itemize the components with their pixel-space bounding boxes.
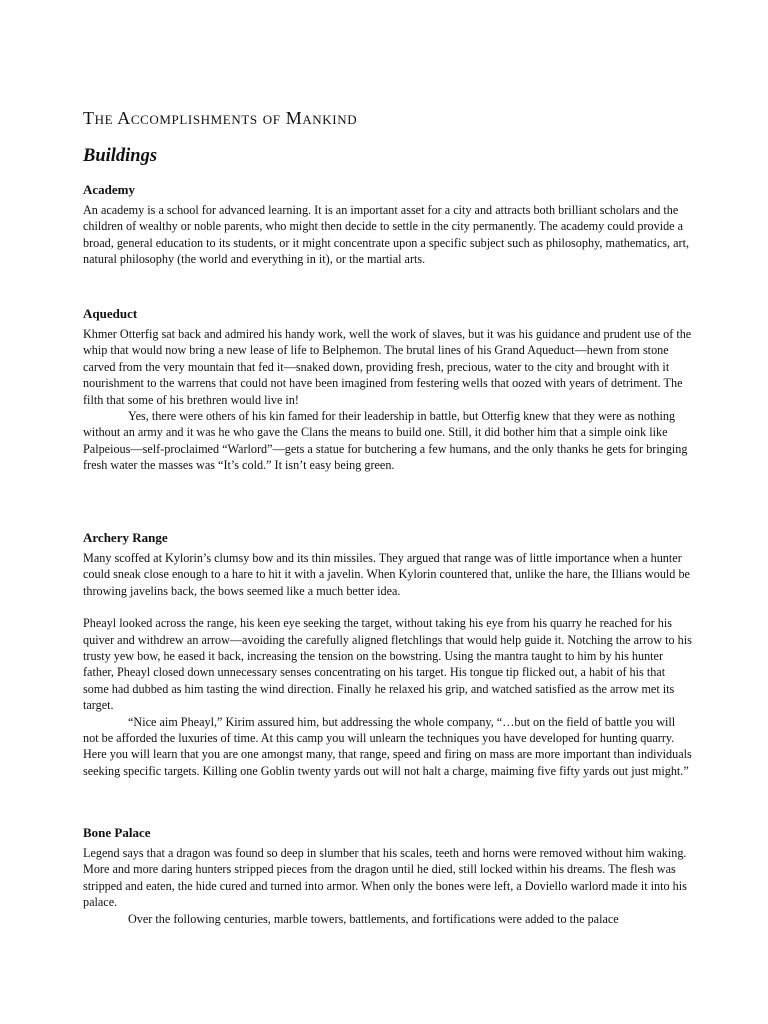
- section-heading-buildings: Buildings: [83, 146, 158, 166]
- entry-paragraph: An academy is a school for advanced learning. It is an important asset for a city and attracts both brilliant scholars and the children of wealthy or noble parents, who might then decide to settle in the city permanently. The academy could provide a broad, general education to its students, or it might concentrate upon a specific subject such as philosophy, mathematics, art, natural philosophy (the world and everything in it), or the martial arts.: [83, 203, 690, 267]
- entry-archery-range: [83, 530, 693, 779]
- entry-title-aqueduct: Aqueduct: [83, 306, 138, 321]
- document-title: The Accomplishments of Mankind: [83, 108, 358, 128]
- entry-title-bone-palace: Bone Palace: [83, 825, 151, 840]
- entry-paragraph: Khmer Otterfig sat back and admired his handy work, well the work of slaves, but it was his guidance and prudent use of the whip that would now bring a new lease of life to Belphemon. The brutal lines of his Grand Aqueduct—hewn from stone carved from the very mountain that fed it—snaked down, providing fresh, precious, water to the city and brought with it nourishment to the warrens that could not have been imagined from festering wells that oozed with years of detriment. The filth that some of his brethren would live in!: [83, 327, 692, 407]
- entry-paragraph: “Nice aim Pheayl,” Kirim assured him, but addressing the whole company, “…but on the field of battle you will not be afforded the luxuries of time. At this camp you will unlearn the techniques you have developed for hunting quarry. Here you will learn that you are one amongst many, that range, speed and firing on mass are more important than individuals seeking specific targets. Killing one Goblin twenty yards out will not halt a charge, maiming five fifty yards out just might.”: [83, 714, 692, 778]
- entry-bone-palace: [83, 825, 693, 927]
- entry-aqueduct: [83, 306, 693, 474]
- entry-paragraph: Pheayl looked across the range, his keen eye seeking the target, without taking his eye from his quarry he reached for his quiver and withdrew an arrow—avoiding the carefully aligned fletchlings that would help guide it. Notching the arrow to his trusty yew bow, he eased it back, increasing the tension on the bowstring. Using the mantra taught to him by his hunter father, Pheayl closed down unnecessary senses concentrating on his target. His tongue tip flicked out, a habit of his that some had dubbed as him tasting the wind direction. Finally he relaxed his grip, and watched satisfied as the arrow met its target.: [83, 616, 692, 713]
- entry-title-archery-range: Archery Range: [83, 530, 168, 545]
- entry-paragraph: Yes, there were others of his kin famed for their leadership in battle, but Otterfig knew that they were as nothing without an army and it was he who gave the Clans the means to build one. Still, it did bother him that a simple oink like Palpeious—self-proclaimed “Warlord”—gets a statue for butchering a few humans, and the only thanks he gets for bringing fresh water the masses was “It’s cold.” It isn’t easy being green.: [83, 409, 688, 473]
- entry-paragraph: Many scoffed at Kylorin’s clumsy bow and its thin missiles. They argued that range was of little importance when a hunter could sneak close enough to a hare to hit it with a javelin. When Kylorin countered that, unlike the hare, the Illians would be throwing javelins back, the bows seemed like a much better idea.: [83, 551, 690, 598]
- entry-title-academy: Academy: [83, 182, 135, 197]
- entry-paragraph: Legend says that a dragon was found so deep in slumber that his scales, teeth and horns were removed without him waking. More and more daring hunters stripped pieces from the dragon until he died, still locked within his dreams. The flesh was stripped and eaten, the hide cured and turned into armor. When only the bones were left, a Doviello warlord made it into his palace.: [83, 846, 687, 910]
- entry-academy: [83, 182, 693, 268]
- entry-paragraph: Over the following centuries, marble towers, battlements, and fortifications were added to the palace: [128, 911, 619, 926]
